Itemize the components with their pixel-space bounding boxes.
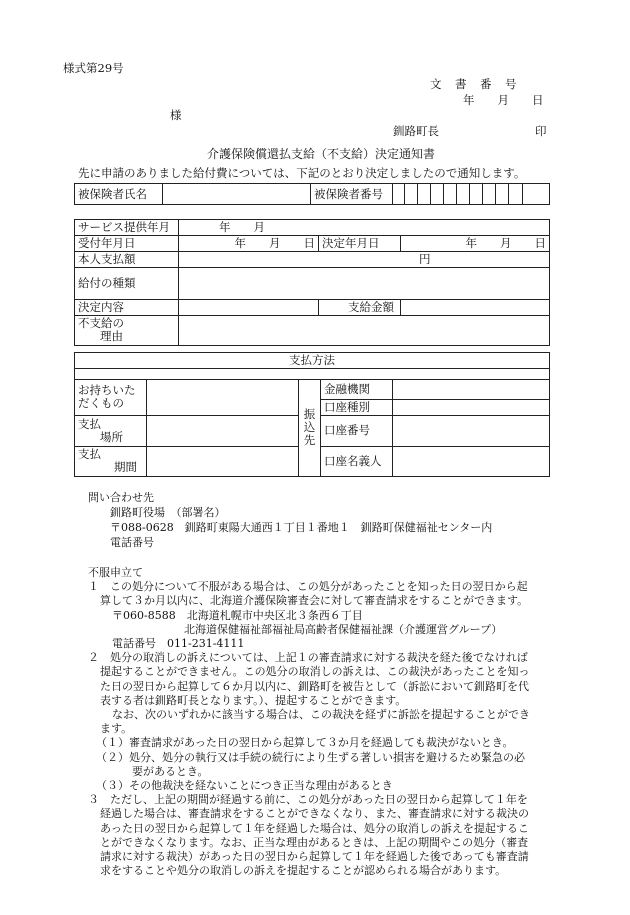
- bring-items-label: [75, 379, 147, 415]
- appeal-item2-line: なお、次のいずれかに該当する場合は、この裁決を経ずに訴訟を提起することができ: [112, 708, 530, 722]
- insured-number-digit: [496, 184, 509, 205]
- appeal-item3-line: あった日の翌日から起算して１年を経過した場合は、処分の取消しの訴えを提起するこ: [100, 821, 529, 835]
- self-pay-label: 本人支払額: [75, 252, 179, 268]
- contact-address: 〒088-0628 釧路町東陽大通西１丁目１番地１ 釧路町保健福祉センター内: [110, 521, 493, 534]
- non-payment-reason-label: [75, 315, 179, 345]
- bank-label: 金融機関: [321, 379, 393, 399]
- insured-number-digit: [444, 184, 457, 205]
- appeal-sub-item: （３）その他裁決を経ないことにつき正当な理由があるとき: [96, 779, 393, 793]
- date-label: 年 月 日: [463, 93, 544, 107]
- appeal-item3-line: 請求に対する裁決）があった日の翌日から起算して１年を経過した後であっても審査請: [100, 850, 529, 864]
- appeal-item1-line: 算して３か月以内に、北海道介護保険審査会に対して審査請求をすることができます。: [100, 594, 529, 608]
- transfer-destination-label: [299, 379, 321, 476]
- insured-name-value: [163, 184, 311, 205]
- form-number: 様式第29号: [63, 61, 124, 75]
- self-pay-unit: 円: [179, 252, 550, 268]
- decision-date-value: 年 月 日: [401, 236, 550, 252]
- decision-value: [179, 299, 319, 315]
- appeal-item3-line: 求をすることや処分の取消しの訴えを提起することが認められる場合があります。: [100, 864, 507, 878]
- service-month-value: 年 月: [179, 220, 550, 236]
- appeal-item3-line: ３ ただし、上記の期間が経過する前に、この処分があった日の翌日から起算して１年を: [88, 793, 528, 807]
- payment-place-label: [75, 415, 147, 446]
- appeal-item2-line: ます。: [100, 722, 133, 736]
- transfer-char-2: 込: [303, 420, 316, 435]
- contact-phone: 電話番号: [110, 536, 154, 549]
- benefit-table: [74, 219, 550, 346]
- insured-table: [74, 183, 550, 205]
- account-type-value: [393, 399, 550, 415]
- payment-amount-label: 支給金額: [319, 299, 401, 315]
- appeal-sub-item: 要があるとき。: [132, 764, 209, 778]
- insured-number-label: 被保険者番号: [311, 184, 393, 205]
- payment-period-label: [75, 446, 147, 476]
- payment-method-table: [74, 352, 550, 477]
- document-number-label: 文 書 番 号: [430, 77, 518, 91]
- payment-period-value: [147, 446, 299, 476]
- insured-number-digit: [405, 184, 418, 205]
- appeal-item3-line: とができなくなります。なお、正当な理由があるときは、上記の期間やこの処分（審査: [100, 835, 529, 849]
- account-number-label: 口座番号: [321, 415, 393, 446]
- appeal-item2-line: 提起することができません。この処分の取消しの訴えは、この裁決があったことを知っ: [100, 665, 530, 679]
- appeal-item1-phone: 電話番号 011-231-4111: [112, 637, 245, 651]
- transfer-char-3: 先: [303, 433, 316, 448]
- appeal-item2-line: 表する者は釧路町長となります。）、提起することができます。: [100, 693, 407, 707]
- non-payment-reason-value: [179, 315, 550, 345]
- page-title: 介護保険償還払支給（不支給）決定通知書: [207, 147, 436, 161]
- insured-number-digit: [483, 184, 496, 205]
- appeal-item1-address: 〒060-8588 北海道札幌市中央区北３条西６丁目: [112, 608, 363, 622]
- account-name-value: [393, 446, 550, 476]
- insured-number-digit: [418, 184, 431, 205]
- payment-period-label-line2: 期間: [114, 460, 137, 475]
- bank-value: [393, 379, 550, 399]
- received-date-label: 受付年月日: [75, 236, 179, 252]
- insured-number-digit: [393, 184, 405, 205]
- bring-items-label-line1: お持ちいた: [78, 383, 136, 398]
- contact-heading: 問い合わせ先: [88, 491, 154, 504]
- seal-mark: 印: [535, 124, 547, 138]
- payment-amount-value: [401, 299, 550, 315]
- contact-office: 釧路町役場 （部署名）: [110, 506, 226, 519]
- benefit-type-value: [179, 267, 550, 299]
- intro-text: 先に申請のありました給付費については、下記のとおり決定しましたので通知します。: [78, 166, 526, 180]
- insured-number-digit: [470, 184, 483, 205]
- contact-section: [88, 490, 492, 550]
- appeal-heading: 不服申立て: [88, 566, 143, 579]
- appeal-item2-line: た日の翌日から起算して６か月以内に、釧路町を被告として（訴訟において釧路町を代: [100, 679, 529, 693]
- account-name-label: 口座名義人: [321, 446, 393, 476]
- payment-place-label-line1: 支払: [78, 416, 101, 431]
- payment-place-value: [147, 415, 299, 446]
- issuer-name: 釧路町長: [393, 124, 439, 138]
- payment-method-header: 支払方法: [75, 353, 550, 369]
- appeal-sub-item: （２）処分、処分の執行又は手続の続行により生ずる著しい損害を避けるため緊急の必: [96, 750, 525, 764]
- non-payment-reason-label-line2: 理由: [100, 329, 123, 344]
- insured-number-digit: [509, 184, 523, 205]
- non-payment-reason-label-line1: 不支給の: [78, 316, 124, 331]
- service-month-label: サービス提供年月: [75, 220, 179, 236]
- account-type-label: 口座種別: [321, 399, 393, 415]
- appeal-sub-item: （１）審査請求があった日の翌日から起算して３か月を経過しても裁決がないとき。: [96, 736, 514, 750]
- payment-method-spacer: [75, 368, 550, 379]
- decision-date-label: 決定年月日: [319, 236, 401, 252]
- insured-number-digit: [457, 184, 470, 205]
- appeal-item1-address: 北海道保健福祉部福祉局高齢者保健福祉課（介護運営グループ）: [184, 622, 503, 636]
- account-number-value: [393, 415, 550, 446]
- appeal-item1-line: １ この処分について不服がある場合は、この処分があったことを知った日の翌日から起: [88, 580, 528, 594]
- payment-place-label-line2: 場所: [100, 429, 123, 444]
- payment-period-label-line1: 支払: [78, 447, 101, 462]
- insured-number-digit: [431, 184, 444, 205]
- appeal-item3-line: 経過した場合は、審査請求をすることができなくなり、また、審査請求に対する裁決の: [100, 807, 529, 821]
- bring-items-label-line2: だくもの: [78, 396, 124, 411]
- appeal-item2-line: ２ 処分の取消しの訴えについては、上記１の審査請求に対する裁決を経た後でなければ: [88, 651, 528, 665]
- transfer-char-1: 振: [303, 407, 316, 422]
- insured-number-spare: [523, 184, 550, 205]
- addressee-suffix: 様: [170, 108, 182, 122]
- received-date-value: 年 月 日: [179, 236, 319, 252]
- bring-items-value: [147, 379, 299, 415]
- appeal-section: [88, 566, 558, 878]
- decision-label: 決定内容: [75, 299, 179, 315]
- insured-name-label: 被保険者氏名: [75, 184, 163, 205]
- benefit-type-label: 給付の種類: [75, 267, 179, 299]
